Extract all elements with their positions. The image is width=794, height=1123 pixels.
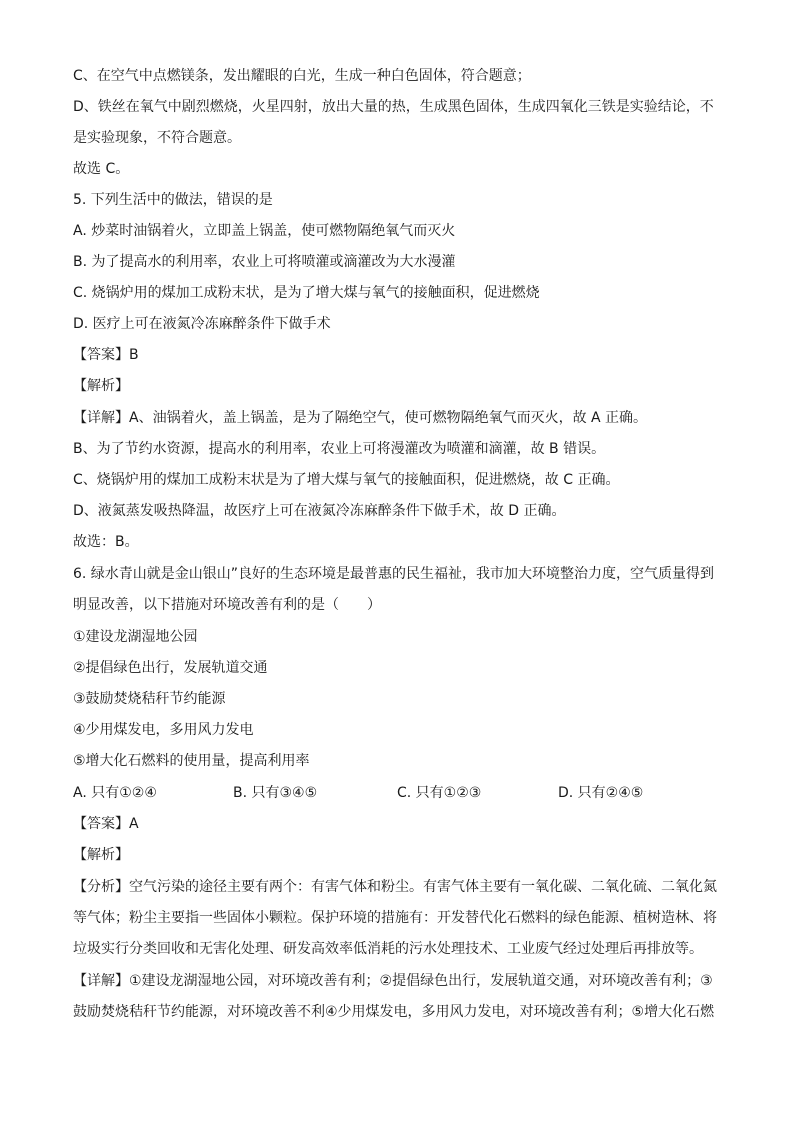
- list-item: ④少用煤发电，多用风力发电: [73, 722, 254, 738]
- text-line: 是实验现象，不符合题意。: [73, 130, 241, 146]
- text-line: 【分析】空气污染的途径主要有两个：有害气体和粉尘。有害气体主要有一氧化碳、二氧化硫、二氧化氮: [73, 879, 717, 895]
- list-item: ②提倡绿色出行，发展轨道交通: [73, 660, 268, 676]
- question-6-option-b: B. 只有③④⑤: [233, 785, 318, 801]
- text-line: B、为了节约水资源，提高水的利用率，农业上可将漫灌改为喷灌和滴灌，故 B 错误。: [73, 441, 606, 457]
- text-line: 等气体；粉尘主要指一些固体小颗粒。保护环境的措施有：开发替代化石燃料的绿色能源、植树造林、将: [73, 910, 717, 926]
- question-5-option-a: A. 炒菜时油锅着火，立即盖上锅盖，使可燃物隔绝氧气而灭火: [73, 223, 456, 239]
- list-item: ⑤增大化石燃料的使用量，提高利用率: [73, 753, 310, 769]
- question-5-stem: 5. 下列生活中的做法，错误的是: [73, 192, 273, 208]
- text-line: 鼓励焚烧秸秆节约能源，对环境改善不利④少用煤发电，多用风力发电，对环境改善有利；⑤增大化石燃: [73, 1004, 715, 1020]
- question-6-option-d: D. 只有②④⑤: [558, 785, 644, 801]
- text-line: D、铁丝在氧气中剧烈燃烧，火星四射，放出大量的热，生成黑色固体，生成四氧化三铁是实验结论，不: [73, 99, 714, 115]
- text-line: D、液氮蒸发吸热降温，故医疗上可在液氮冷冻麻醉条件下做手术，故 D 正确。: [73, 503, 566, 519]
- list-item: ①建设龙湖湿地公园: [73, 629, 198, 645]
- text-line: 【详解】①建设龙湖湿地公园，对环境改善有利；②提倡绿色出行，发展轨道交通，对环境改善有利；③: [73, 973, 713, 989]
- text-line: C、烧锅炉用的煤加工成粉末状是为了增大煤与氧气的接触面积，促进燃烧，故 C 正确。: [73, 472, 620, 488]
- question-5-option-b: B. 为了提高水的利用率，农业上可将喷灌或滴灌改为大水漫灌: [73, 254, 456, 270]
- analysis-label: 【解析】: [73, 378, 129, 394]
- text-line: 故选 C。: [73, 161, 130, 177]
- question-6-option-a: A. 只有①②④: [73, 785, 157, 801]
- question-6-option-c: C. 只有①②③: [397, 785, 482, 801]
- text-line: 故选：B。: [73, 534, 139, 550]
- analysis-label: 【解析】: [73, 847, 129, 863]
- text-line: 【详解】A、油锅着火，盖上锅盖，是为了隔绝空气，使可燃物隔绝氧气而灭火，故 A 正确。: [73, 410, 648, 426]
- text-line: C、在空气中点燃镁条，发出耀眼的白光，生成一种白色固体，符合题意；: [73, 68, 531, 84]
- question-5-option-d: D. 医疗上可在液氮冷冻麻醉条件下做手术: [73, 316, 331, 332]
- question-6-stem: 6. 绿水青山就是金山银山”良好的生态环境是最普惠的民生福祉，我市加大环境整治力度，空气质量得到: [73, 566, 715, 582]
- answer-label: 【答案】B: [73, 347, 139, 363]
- question-6-stem: 明显改善，以下措施对环境改善有利的是（ ）: [73, 597, 381, 613]
- text-line: 垃圾实行分类回收和无害化处理、研发高效率低消耗的污水处理技术、工业废气经过处理后再排放等。: [73, 941, 703, 957]
- question-5-option-c: C. 烧锅炉用的煤加工成粉末状，是为了增大煤与氧气的接触面积，促进燃烧: [73, 285, 540, 301]
- answer-label: 【答案】A: [73, 816, 139, 832]
- list-item: ③鼓励焚烧秸秆节约能源: [73, 691, 226, 707]
